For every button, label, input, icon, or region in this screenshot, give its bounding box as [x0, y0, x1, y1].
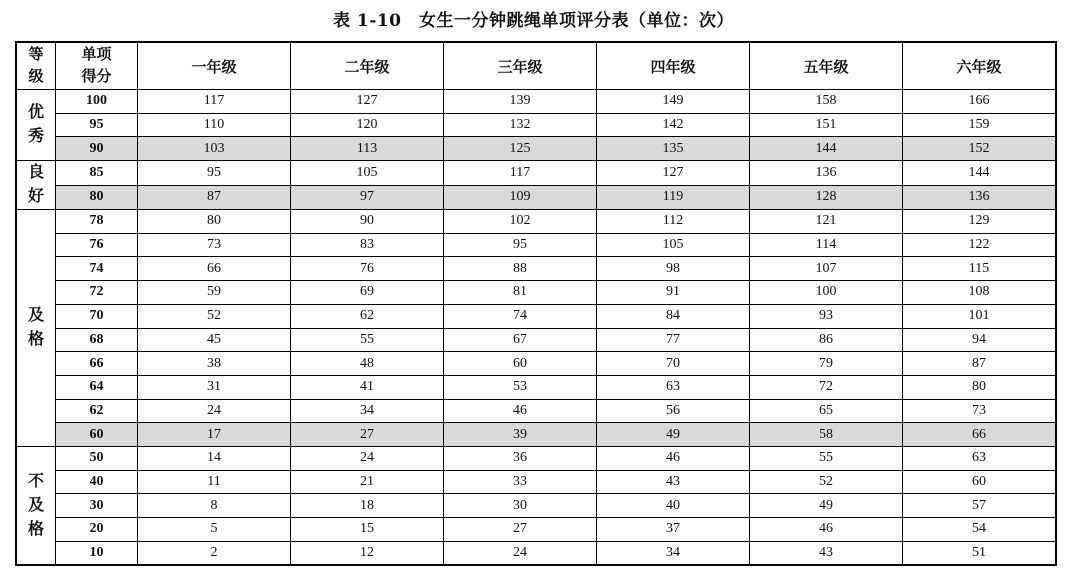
value-cell: 37: [597, 518, 750, 542]
value-cell: 105: [597, 233, 750, 257]
score-cell: 78: [56, 210, 138, 234]
value-cell: 49: [750, 494, 903, 518]
value-cell: 62: [291, 304, 444, 328]
value-cell: 103: [138, 137, 291, 161]
value-cell: 2: [138, 541, 291, 565]
score-cell: 62: [56, 399, 138, 423]
value-cell: 158: [750, 90, 903, 114]
value-cell: 108: [903, 281, 1057, 305]
value-cell: 52: [138, 304, 291, 328]
value-cell: 113: [291, 137, 444, 161]
value-cell: 121: [750, 210, 903, 234]
value-cell: 110: [138, 113, 291, 137]
value-cell: 93: [750, 304, 903, 328]
value-cell: 80: [138, 210, 291, 234]
value-cell: 87: [903, 352, 1057, 376]
value-cell: 81: [444, 281, 597, 305]
grade-level-label: 优秀: [28, 104, 45, 146]
value-cell: 63: [597, 375, 750, 399]
score-cell: 95: [56, 113, 138, 137]
value-cell: 69: [291, 281, 444, 305]
value-cell: 90: [291, 210, 444, 234]
value-cell: 117: [138, 90, 291, 114]
value-cell: 36: [444, 446, 597, 470]
score-cell: 76: [56, 233, 138, 257]
value-cell: 151: [750, 113, 903, 137]
value-cell: 105: [291, 161, 444, 186]
score-cell: 80: [56, 185, 138, 210]
value-cell: 56: [597, 399, 750, 423]
table-row: [16, 233, 1056, 257]
scoring-table: [15, 41, 1057, 566]
table-row: [16, 90, 1056, 114]
score-cell: 66: [56, 352, 138, 376]
value-cell: 46: [750, 518, 903, 542]
value-cell: 142: [597, 113, 750, 137]
value-cell: 21: [291, 470, 444, 494]
value-cell: 52: [750, 470, 903, 494]
value-cell: 45: [138, 328, 291, 352]
score-cell: 60: [56, 423, 138, 447]
value-cell: 166: [903, 90, 1057, 114]
value-cell: 159: [903, 113, 1057, 137]
grade-level-label: 不及格: [28, 472, 45, 538]
score-cell: 90: [56, 137, 138, 161]
table-row: [16, 185, 1056, 210]
header-grade-5: 五年级: [750, 42, 903, 90]
value-cell: 67: [444, 328, 597, 352]
value-cell: 95: [444, 233, 597, 257]
grade-level-cell: [16, 90, 56, 161]
value-cell: 70: [597, 352, 750, 376]
value-cell: 77: [597, 328, 750, 352]
value-cell: 58: [750, 423, 903, 447]
header-score: [56, 42, 138, 90]
header-grade-3: 三年级: [444, 42, 597, 90]
value-cell: 91: [597, 281, 750, 305]
value-cell: 117: [444, 161, 597, 186]
value-cell: 55: [291, 328, 444, 352]
value-cell: 139: [444, 90, 597, 114]
value-cell: 66: [903, 423, 1057, 447]
value-cell: 63: [903, 446, 1057, 470]
value-cell: 24: [444, 541, 597, 565]
header-grade-6: 六年级: [903, 42, 1057, 90]
value-cell: 72: [750, 375, 903, 399]
value-cell: 30: [444, 494, 597, 518]
value-cell: 18: [291, 494, 444, 518]
table-row: [16, 494, 1056, 518]
value-cell: 43: [750, 541, 903, 565]
value-cell: 43: [597, 470, 750, 494]
value-cell: 73: [138, 233, 291, 257]
score-cell: 72: [56, 281, 138, 305]
table-row: [16, 423, 1056, 447]
value-cell: 79: [750, 352, 903, 376]
value-cell: 87: [138, 185, 291, 210]
value-cell: 17: [138, 423, 291, 447]
table-row: [16, 304, 1056, 328]
score-cell: 50: [56, 446, 138, 470]
value-cell: 114: [750, 233, 903, 257]
header-grade-2: 二年级: [291, 42, 444, 90]
value-cell: 136: [903, 185, 1057, 210]
table-row: [16, 541, 1056, 565]
value-cell: 144: [750, 137, 903, 161]
value-cell: 5: [138, 518, 291, 542]
value-cell: 97: [291, 185, 444, 210]
value-cell: 102: [444, 210, 597, 234]
value-cell: 149: [597, 90, 750, 114]
score-cell: 20: [56, 518, 138, 542]
value-cell: 51: [903, 541, 1057, 565]
value-cell: 41: [291, 375, 444, 399]
value-cell: 15: [291, 518, 444, 542]
value-cell: 46: [597, 446, 750, 470]
value-cell: 122: [903, 233, 1057, 257]
value-cell: 53: [444, 375, 597, 399]
value-cell: 107: [750, 257, 903, 281]
value-cell: 74: [444, 304, 597, 328]
value-cell: 112: [597, 210, 750, 234]
value-cell: 84: [597, 304, 750, 328]
value-cell: 57: [903, 494, 1057, 518]
value-cell: 38: [138, 352, 291, 376]
value-cell: 101: [903, 304, 1057, 328]
value-cell: 73: [903, 399, 1057, 423]
value-cell: 95: [138, 161, 291, 186]
value-cell: 34: [597, 541, 750, 565]
value-cell: 94: [903, 328, 1057, 352]
grade-level-label: 良好: [28, 164, 45, 206]
value-cell: 34: [291, 399, 444, 423]
score-cell: 70: [56, 304, 138, 328]
value-cell: 76: [291, 257, 444, 281]
header-grade-text: 等级: [28, 47, 44, 85]
value-cell: 88: [444, 257, 597, 281]
value-cell: 109: [444, 185, 597, 210]
value-cell: 86: [750, 328, 903, 352]
value-cell: 98: [597, 257, 750, 281]
score-cell: 10: [56, 541, 138, 565]
header-grade-1: 一年级: [138, 42, 291, 90]
value-cell: 60: [444, 352, 597, 376]
value-cell: 100: [750, 281, 903, 305]
table-row: [16, 470, 1056, 494]
value-cell: 152: [903, 137, 1057, 161]
score-cell: 74: [56, 257, 138, 281]
table-row: [16, 375, 1056, 399]
value-cell: 27: [444, 518, 597, 542]
score-cell: 68: [56, 328, 138, 352]
score-cell: 40: [56, 470, 138, 494]
table-title: 表 1-10 女生一分钟跳绳单项评分表（单位：次）: [333, 11, 734, 31]
header-grade-4: 四年级: [597, 42, 750, 90]
header-score-text: 单项得分: [81, 47, 112, 85]
value-cell: 80: [903, 375, 1057, 399]
table-row: [16, 399, 1056, 423]
table-row: [16, 113, 1056, 137]
value-cell: 27: [291, 423, 444, 447]
grade-level-cell: [16, 446, 56, 565]
value-cell: 40: [597, 494, 750, 518]
value-cell: 55: [750, 446, 903, 470]
value-cell: 24: [138, 399, 291, 423]
value-cell: 125: [444, 137, 597, 161]
value-cell: 49: [597, 423, 750, 447]
header-row: [16, 42, 1056, 90]
value-cell: 128: [750, 185, 903, 210]
value-cell: 31: [138, 375, 291, 399]
value-cell: 129: [903, 210, 1057, 234]
grade-level-cell: [16, 161, 56, 210]
value-cell: 14: [138, 446, 291, 470]
score-cell: 100: [56, 90, 138, 114]
value-cell: 115: [903, 257, 1057, 281]
table-body: [16, 90, 1056, 566]
score-cell: 64: [56, 375, 138, 399]
table-row: [16, 137, 1056, 161]
value-cell: 132: [444, 113, 597, 137]
value-cell: 136: [750, 161, 903, 186]
value-cell: 24: [291, 446, 444, 470]
value-cell: 59: [138, 281, 291, 305]
value-cell: 127: [597, 161, 750, 186]
table-row: [16, 352, 1056, 376]
table-row: [16, 210, 1056, 234]
value-cell: 60: [903, 470, 1057, 494]
value-cell: 8: [138, 494, 291, 518]
table-row: [16, 281, 1056, 305]
table-row: [16, 257, 1056, 281]
score-cell: 85: [56, 161, 138, 186]
value-cell: 11: [138, 470, 291, 494]
grade-level-label: 及格: [28, 307, 45, 348]
value-cell: 135: [597, 137, 750, 161]
value-cell: 119: [597, 185, 750, 210]
table-row: [16, 518, 1056, 542]
table-row: [16, 446, 1056, 470]
value-cell: 83: [291, 233, 444, 257]
grade-level-cell: [16, 210, 56, 447]
value-cell: 65: [750, 399, 903, 423]
value-cell: 33: [444, 470, 597, 494]
value-cell: 12: [291, 541, 444, 565]
value-cell: 48: [291, 352, 444, 376]
value-cell: 144: [903, 161, 1057, 186]
score-cell: 30: [56, 494, 138, 518]
header-grade: [16, 42, 56, 90]
value-cell: 54: [903, 518, 1057, 542]
value-cell: 66: [138, 257, 291, 281]
value-cell: 39: [444, 423, 597, 447]
table-row: [16, 161, 1056, 186]
value-cell: 46: [444, 399, 597, 423]
value-cell: 120: [291, 113, 444, 137]
value-cell: 127: [291, 90, 444, 114]
table-row: [16, 328, 1056, 352]
